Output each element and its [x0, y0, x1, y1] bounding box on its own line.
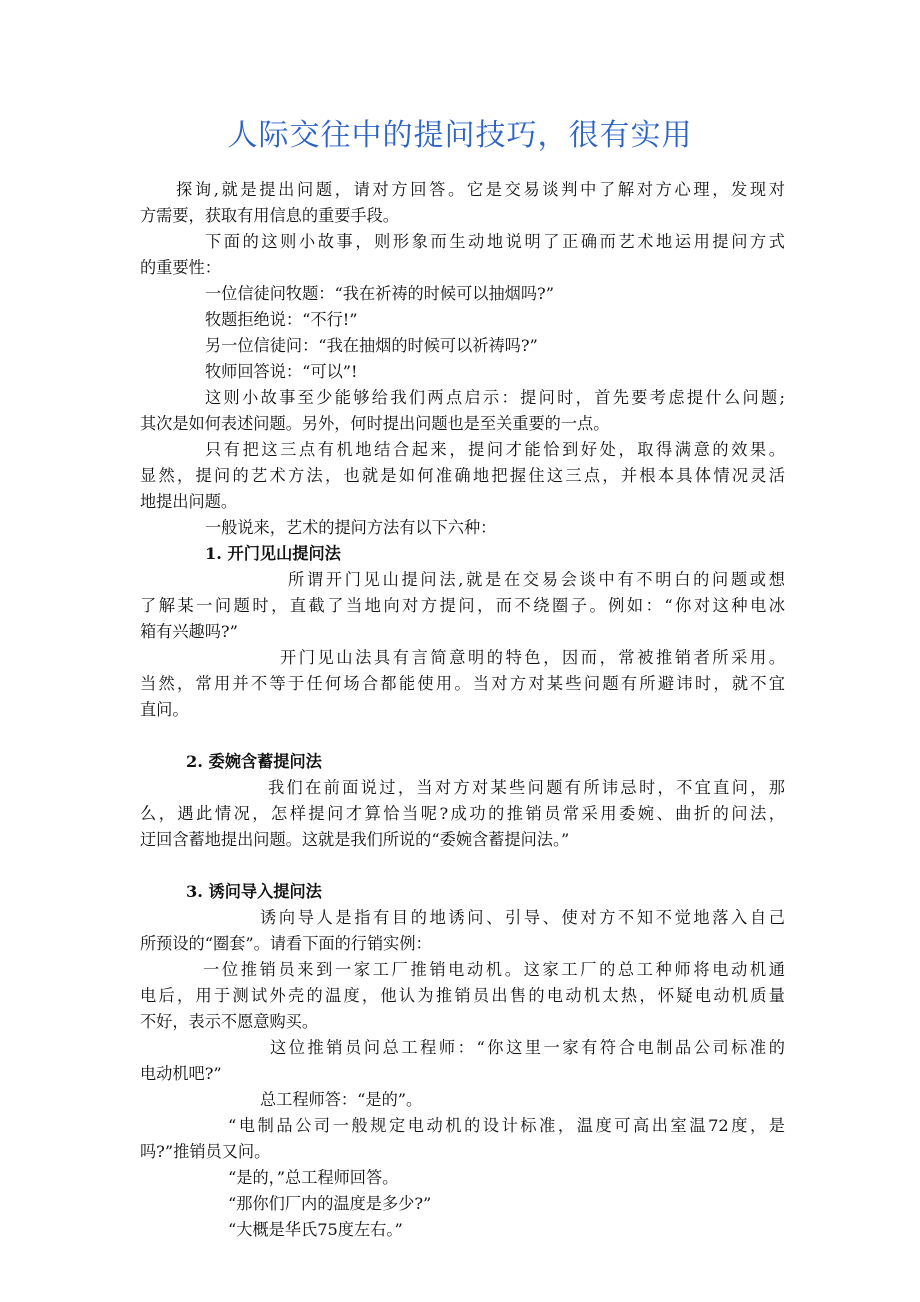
paragraph-line: 我们在前面说过，当对方对某些问题有所讳忌时，不宜直问，那 — [268, 778, 785, 797]
paragraph-line: 一般说来，艺术的提问方法有以下六种： — [205, 518, 497, 537]
dialogue-line: “大概是华氏75度左右。” — [228, 1220, 403, 1239]
paragraph-line: 当然，常用并不等于任何场合都能使用。当对方对某些问题有所避讳时，就不宜 — [140, 674, 785, 693]
paragraph-line: 箱有兴趣吗?” — [140, 622, 238, 641]
paragraph-line: 迂回含蓄地提出问题。这就是我们所说的“委婉含蓄提问法。” — [140, 830, 570, 849]
dialogue-line: “是的，”总工程师回答。 — [228, 1168, 399, 1187]
document-title: 人际交往中的提问技巧，很有实用 — [227, 118, 693, 153]
paragraph-line: 所谓开门见山提问法,就是在交易会谈中有不明白的问题或想 — [288, 570, 785, 589]
section-heading-3: 3. 诱问导入提问法 — [186, 882, 322, 901]
story-line: 牧师回答说：“可以”! — [205, 362, 358, 381]
paragraph-line: 地提出问题。 — [140, 492, 238, 511]
paragraph-line: 所预设的“圈套”。请看下面的行销实例： — [140, 934, 432, 953]
paragraph-line: 显然，提问的艺术方法，也就是如何准确地把握住这三点，并根本具体情况灵活 — [140, 466, 785, 485]
paragraph-line: 不好，表示不愿意购买。 — [140, 1012, 319, 1031]
paragraph-line: 这则小故事至少能够给我们两点启示：提问时，首先要考虑提什么问题; — [205, 388, 785, 407]
paragraph-line: 其次是如何表述问题。另外，何时提出问题也是至关重要的一点。 — [140, 414, 610, 433]
paragraph-line: 一位推销员来到一家工厂推销电动机。这家工厂的总工种师将电动机通 — [203, 960, 785, 979]
paragraph-line: 诱向导人是指有目的地诱问、引导、使对方不知不觉地落入自己 — [260, 908, 785, 927]
section-heading-1: 1. 开门见山提问法 — [205, 544, 341, 563]
dialogue-line: 吗?”推销员又问。 — [140, 1142, 271, 1161]
dialogue-line: 总工程师答：“是的”。 — [260, 1090, 423, 1109]
paragraph-line: 开门见山法具有言简意明的特色，因而，常被推销者所采用。 — [280, 648, 785, 667]
dialogue-line: “那你们厂内的温度是多少?” — [228, 1194, 432, 1213]
paragraph-line: 方需要，获取有用信息的重要手段。 — [140, 206, 399, 225]
paragraph-line: 电动机吧?” — [140, 1064, 222, 1083]
paragraph-line: 直问。 — [140, 700, 189, 719]
paragraph-line: 探询,就是提出问题，请对方回答。它是交易谈判中了解对方心理，发现对 — [176, 180, 785, 199]
paragraph-line: 只有把这三点有机地结合起来，提问才能恰到好处，取得满意的效果。 — [205, 440, 785, 459]
paragraph-line: 这位推销员问总工程师：“你这里一家有符合电制品公司标准的 — [270, 1038, 785, 1057]
paragraph-line: 么，遇此情况，怎样提问才算恰当呢?成功的推销员常采用委婉、曲折的问法， — [140, 804, 785, 823]
paragraph-line: 电后，用于测试外壳的温度，他认为推销员出售的电动机太热，怀疑电动机质量 — [140, 986, 785, 1005]
section-heading-2: 2. 委婉含蓄提问法 — [186, 752, 322, 771]
story-line: 一位信徒问牧题：“我在祈祷的时候可以抽烟吗?” — [205, 284, 554, 303]
paragraph-line: 的重要性： — [140, 258, 221, 277]
story-line: 牧题拒绝说：“不行!” — [205, 310, 358, 329]
story-line: 另一位信徒问：“我在抽烟的时候可以祈祷吗?” — [205, 336, 538, 355]
paragraph-line: 了解某一问题时，直截了当地向对方提问，而不绕圈子。例如：“你对这种电冰 — [140, 596, 785, 615]
paragraph-line: 下面的这则小故事，则形象而生动地说明了正确而艺术地运用提问方式 — [205, 232, 785, 251]
dialogue-line: “电制品公司一般规定电动机的设计标准，温度可高出室温72度，是 — [228, 1116, 785, 1135]
